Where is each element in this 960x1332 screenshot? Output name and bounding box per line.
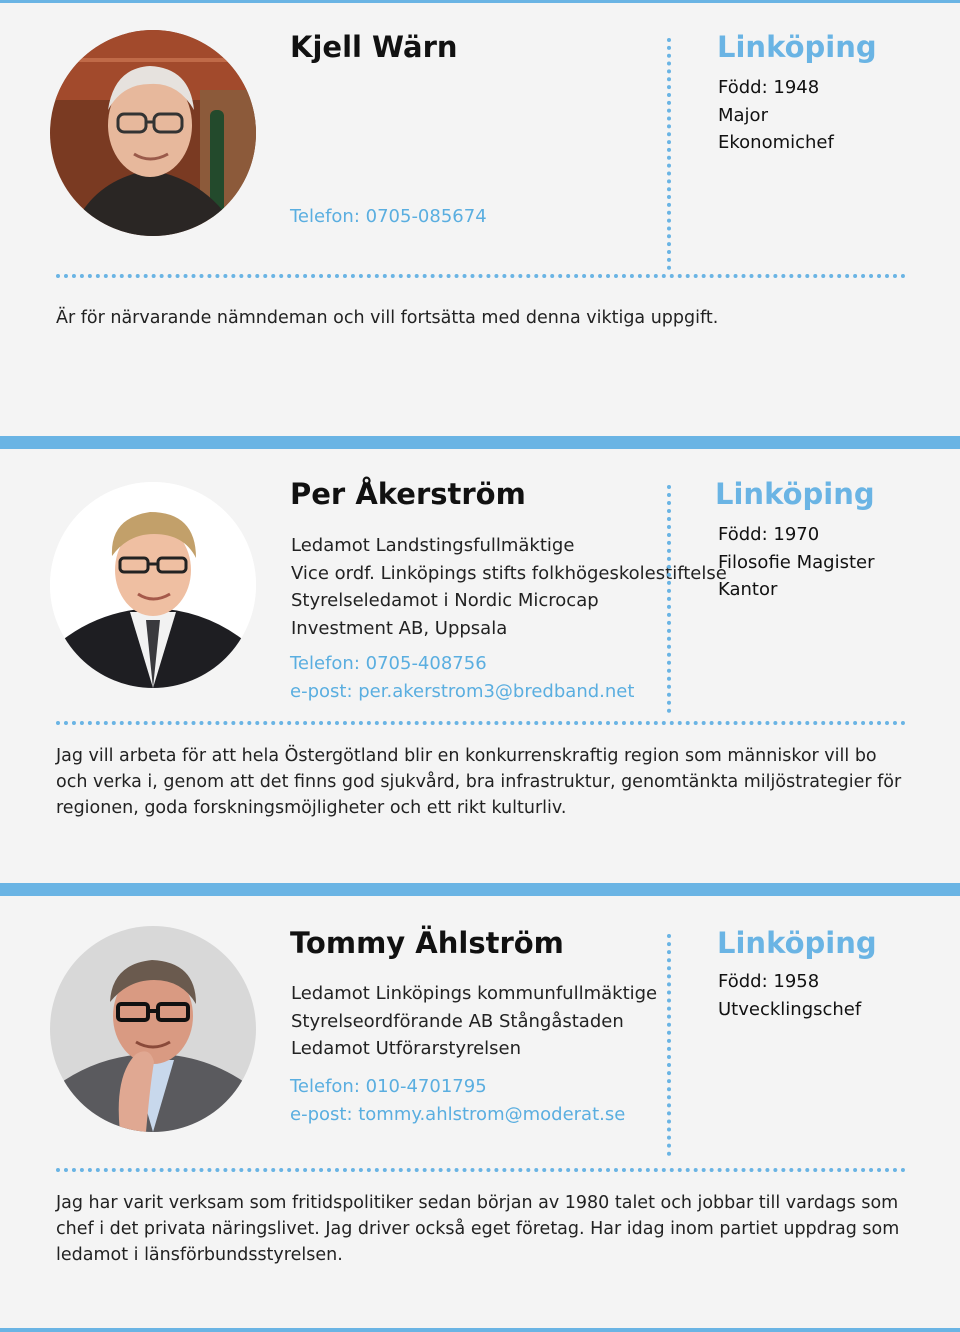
- candidate-card-tommy: [0, 896, 960, 1328]
- facts-list: [718, 521, 874, 604]
- candidate-photo: [50, 482, 256, 688]
- portrait-image: [50, 30, 256, 236]
- contact-info: [290, 1073, 625, 1129]
- birth-year: Född: 1970: [718, 524, 820, 545]
- phone-text: Telefon: 010-4701795: [290, 1076, 487, 1097]
- horizontal-divider: [56, 1168, 906, 1172]
- contact-info: [290, 650, 634, 706]
- fact-item: Kantor: [718, 579, 778, 600]
- roles-list: [291, 980, 671, 1063]
- fact-item: Filosofie Magister: [718, 551, 875, 573]
- section-band: [0, 883, 960, 896]
- facts-list: [718, 968, 861, 1023]
- contact-info: [290, 203, 487, 231]
- candidate-name: Tommy Ählström: [290, 926, 564, 960]
- city-heading: Linköping: [717, 30, 877, 64]
- candidate-name: Kjell Wärn: [290, 30, 458, 64]
- candidate-photo: [50, 926, 256, 1132]
- email-link[interactable]: e-post: per.akerstrom3@bredband.net: [290, 681, 635, 702]
- role-item: Ledamot Landstingsfullmäktige: [291, 535, 575, 556]
- phone-text: Telefon: 0705-085674: [290, 206, 487, 227]
- role-item: Styrelseordförande AB Stångåstaden: [291, 1010, 624, 1032]
- horizontal-divider: [56, 274, 906, 278]
- portrait-image: [50, 482, 256, 688]
- vertical-divider: [667, 38, 671, 270]
- vertical-divider: [667, 934, 671, 1156]
- facts-list: [718, 74, 834, 157]
- birth-year: Född: 1958: [718, 971, 820, 992]
- horizontal-divider: [56, 721, 906, 725]
- candidate-card-per: [0, 449, 960, 883]
- birth-year: Född: 1948: [718, 77, 820, 98]
- role-item: Ledamot Linköpings kommunfullmäktige: [291, 983, 658, 1004]
- candidate-name: Per Åkerström: [290, 477, 526, 511]
- bottom-rule: [0, 1328, 960, 1332]
- role-item: Investment AB, Uppsala: [291, 617, 508, 639]
- portrait-image: [50, 926, 256, 1132]
- role-item: Ledamot Utförarstyrelsen: [291, 1038, 522, 1059]
- candidate-card-kjell: [0, 0, 960, 436]
- candidate-statement: Jag har varit verksam som fritidspolitiker sedan början av 1980 talet och jobbar till vardags som chef i det privata näringslivet. Jag driver också eget företag. Har idag inom partiet uppdrag som ledamot i länsförbundsstyrelsen.: [56, 1193, 900, 1265]
- city-heading: Linköping: [717, 926, 877, 960]
- candidate-photo: [50, 30, 256, 236]
- fact-item: Ekonomichef: [718, 132, 834, 153]
- vertical-divider: [667, 485, 671, 713]
- city-heading: Linköping: [715, 477, 875, 511]
- candidate-statement: Jag vill arbeta för att hela Östergötland blir en konkurrenskraftig region som människor vill bo och verka i, genom att det finns god sjukvård, bra infrastruktur, genomtänkta miljöstrategier för regionen, goda forskningsmöjligheter och ett rikt kulturliv.: [56, 746, 902, 818]
- role-item: Styrelseledamot i Nordic Microcap: [291, 590, 599, 611]
- candidate-statement: Är för närvarande nämndeman och vill fortsätta med denna viktiga uppgift.: [56, 308, 719, 328]
- roles-list: [291, 532, 727, 642]
- section-band: [0, 436, 960, 449]
- fact-item: Utvecklingschef: [718, 998, 862, 1020]
- fact-item: Major: [718, 104, 768, 126]
- phone-text: Telefon: 0705-408756: [290, 653, 487, 674]
- role-item: Vice ordf. Linköpings stifts folkhögeskolestiftelse: [291, 562, 727, 584]
- email-link[interactable]: e-post: tommy.ahlstrom@moderat.se: [290, 1104, 626, 1125]
